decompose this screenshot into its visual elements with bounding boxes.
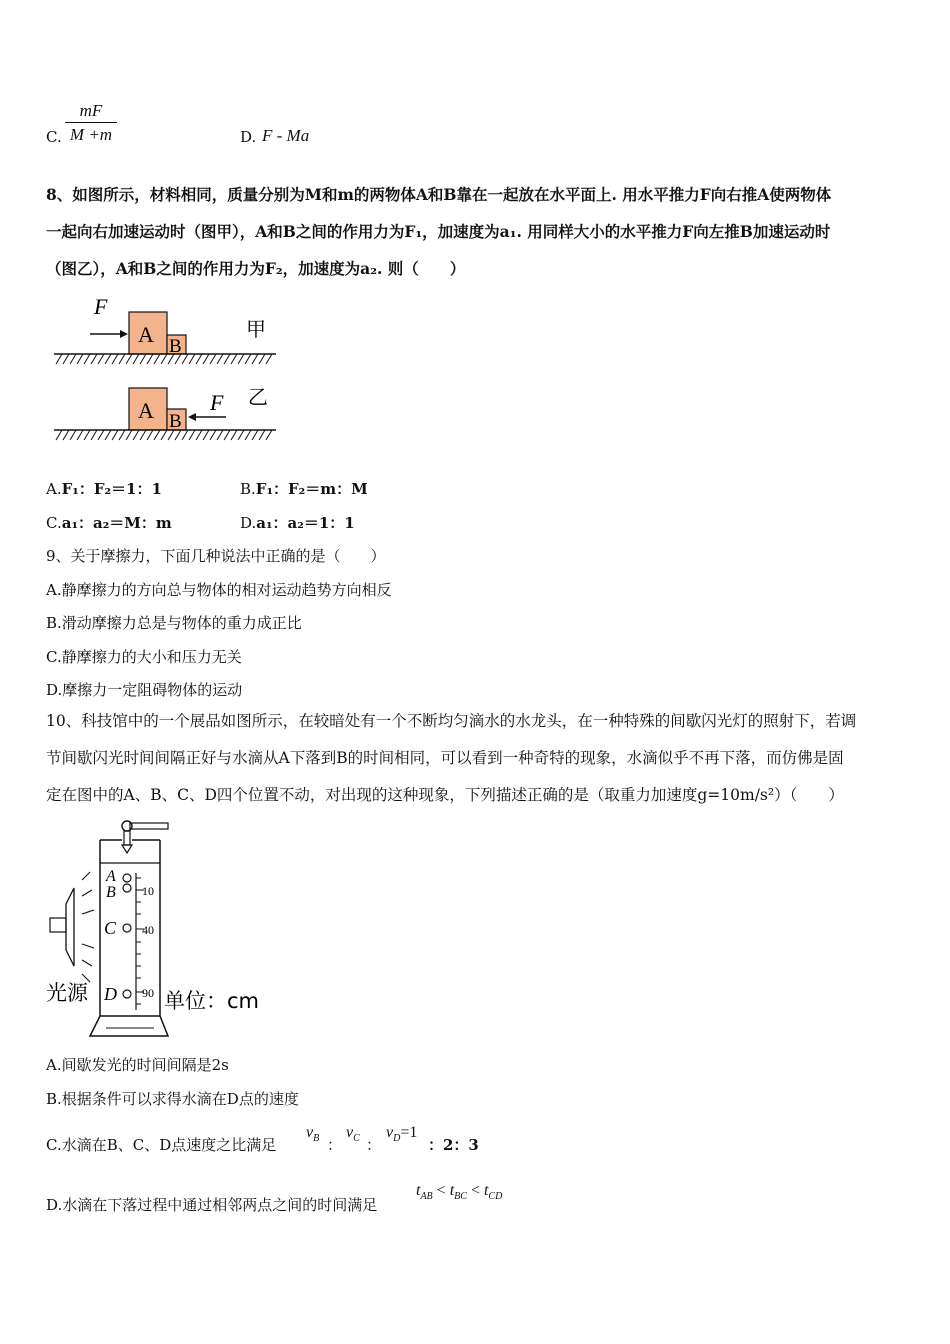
q8-stem-line1: 8、如图所示，材料相同，质量分别为M和m的两物体A和B靠在一起放在水平面上. 用水平推力F向右推A使两物体 (46, 185, 832, 204)
option-d-prefix: D.水滴在下落过程中通过相邻两点之间的时间满足 (46, 1196, 378, 1214)
q8-stem-line3: （图乙），A和B之间的作用力为F₂，加速度为a₂. 则（ ） (46, 259, 466, 278)
arrowhead-yi (188, 413, 196, 421)
q8-figure (50, 292, 290, 452)
q8-stem-line2: 一起向右加速运动时（图甲），A和B之间的作用力为F₁，加速度为a₁. 用同样大小的水平推力F向左推B加速运动时 (46, 222, 831, 241)
q7-option-c-fraction (64, 100, 118, 147)
block-b-label-jia: B (169, 336, 182, 357)
sub-b: B (313, 1133, 320, 1145)
q10-stem-line3: 定在图中的A、B、C、D四个位置不动，对出现的这种现象，下列描述正确的是（取重力加速度g=10m/s²）（ ） (46, 786, 844, 804)
light-mount (50, 918, 66, 932)
q9-stem: 9、关于摩擦力，下面几种说法中正确的是（ ） (46, 547, 386, 565)
q10-option-b: B.根据条件可以求得水滴在D点的速度 (46, 1090, 299, 1108)
sub-c: C (353, 1133, 360, 1145)
sub-bc: BC (454, 1191, 467, 1203)
ground-hatch-jia (56, 354, 272, 364)
block-b-label-yi: B (169, 411, 182, 432)
block-a-label-yi: A (138, 398, 154, 423)
var-v: v (306, 1124, 314, 1141)
var-v: v (346, 1124, 354, 1141)
faucet-pipe (130, 823, 168, 829)
sub-ab: AB (420, 1191, 433, 1203)
sub-cd: CD (488, 1191, 503, 1203)
q9-option-d: D.摩擦力一定阻碍物体的运动 (46, 681, 243, 699)
point-b-label: B (106, 884, 116, 901)
option-label: A. (46, 480, 62, 498)
q10-stem-line2: 节间歇闪光时间间隔正好与水滴从A下落到B的时间相同，可以看到一种奇特的现象，水滴似乎不再下落，而仿佛是固 (46, 749, 844, 767)
option-label: C. (46, 514, 62, 532)
light-lamp (66, 888, 74, 966)
q10-option-c (46, 1134, 276, 1155)
drop-d (123, 990, 131, 998)
option-c-prefix: C.水滴在B、C、D点速度之比满足 (46, 1136, 277, 1154)
light-rays (82, 872, 94, 982)
q7-option-d-label: D. (240, 128, 257, 146)
q10-stem-line1: 10、科技馆中的一个展品如图所示，在较暗处有一个不断均匀滴水的水龙头，在一种特殊的间歇闪光灯的照射下，若调 (46, 712, 857, 730)
var-t: t (449, 1182, 455, 1199)
label-yi: 乙 (248, 385, 268, 409)
drop-a (123, 874, 131, 882)
unit-label: 单位：cm (164, 989, 260, 1013)
force-label-yi: F (210, 390, 224, 415)
q7-option-d-expr: F - Ma (262, 126, 310, 145)
q10-option-d (46, 1194, 377, 1215)
option-text: a₁：a₂＝1：1 (256, 514, 355, 532)
fraction-numerator: mF (79, 101, 103, 120)
scale-mark-10: 10 (142, 884, 154, 898)
option-text: F₁：F₂＝m：M (255, 480, 368, 498)
fraction-denominator: M +m (69, 125, 113, 144)
point-d-label: D (104, 984, 117, 1004)
equals-one: =1 (400, 1124, 418, 1141)
var-t: t (416, 1182, 421, 1199)
option-c-colon2: ： (366, 1136, 382, 1154)
q10-figure (44, 818, 284, 1040)
option-label: B. (240, 480, 256, 498)
tube-base (90, 1016, 168, 1036)
force-label-jia: F (94, 294, 108, 319)
q7-option-c-label: C. (46, 128, 62, 146)
ground-hatch-yi (56, 430, 272, 440)
arrowhead-jia (120, 330, 128, 338)
option-c-vd (386, 1124, 417, 1144)
scale-mark-40: 40 (142, 923, 154, 937)
point-c-label: C (104, 918, 117, 938)
q10-option-a: A.间歇发光的时间间隔是2s (46, 1056, 229, 1074)
q8-option-d (240, 512, 355, 533)
var-t: t (483, 1182, 489, 1199)
option-text: a₁：a₂＝M：m (61, 514, 172, 532)
faucet-stem (124, 831, 130, 845)
less-than: < (470, 1182, 480, 1199)
sub-d: D (393, 1133, 401, 1145)
q9-option-b: B.滑动摩擦力总是与物体的重力成正比 (46, 614, 302, 632)
option-c-vb (306, 1124, 319, 1144)
scale-mark-90: 90 (142, 986, 154, 1000)
faucet-nozzle (122, 845, 132, 853)
q8-option-b (240, 478, 368, 499)
option-c-colon1: ： (327, 1136, 343, 1154)
label-jia: 甲 (246, 317, 266, 341)
var-v: v (386, 1124, 394, 1141)
q8-option-c (46, 512, 172, 533)
drop-b (123, 884, 131, 892)
block-a-label-jia: A (138, 322, 154, 347)
option-label: D. (240, 514, 257, 532)
drop-c (123, 924, 131, 932)
light-source-label: 光源 (46, 981, 88, 1005)
q9-option-a: A.静摩擦力的方向总与物体的相对运动趋势方向相反 (46, 581, 392, 599)
q9-option-c: C.静摩擦力的大小和压力无关 (46, 648, 242, 666)
option-d-inequality (416, 1182, 502, 1202)
option-c-ratio: ：2：3 (428, 1136, 479, 1154)
option-text: F₁：F₂＝1：1 (61, 480, 162, 498)
q8-option-a (46, 478, 162, 499)
point-a-label: A (106, 868, 116, 885)
less-than: < (436, 1182, 446, 1199)
option-c-vc (346, 1124, 360, 1144)
